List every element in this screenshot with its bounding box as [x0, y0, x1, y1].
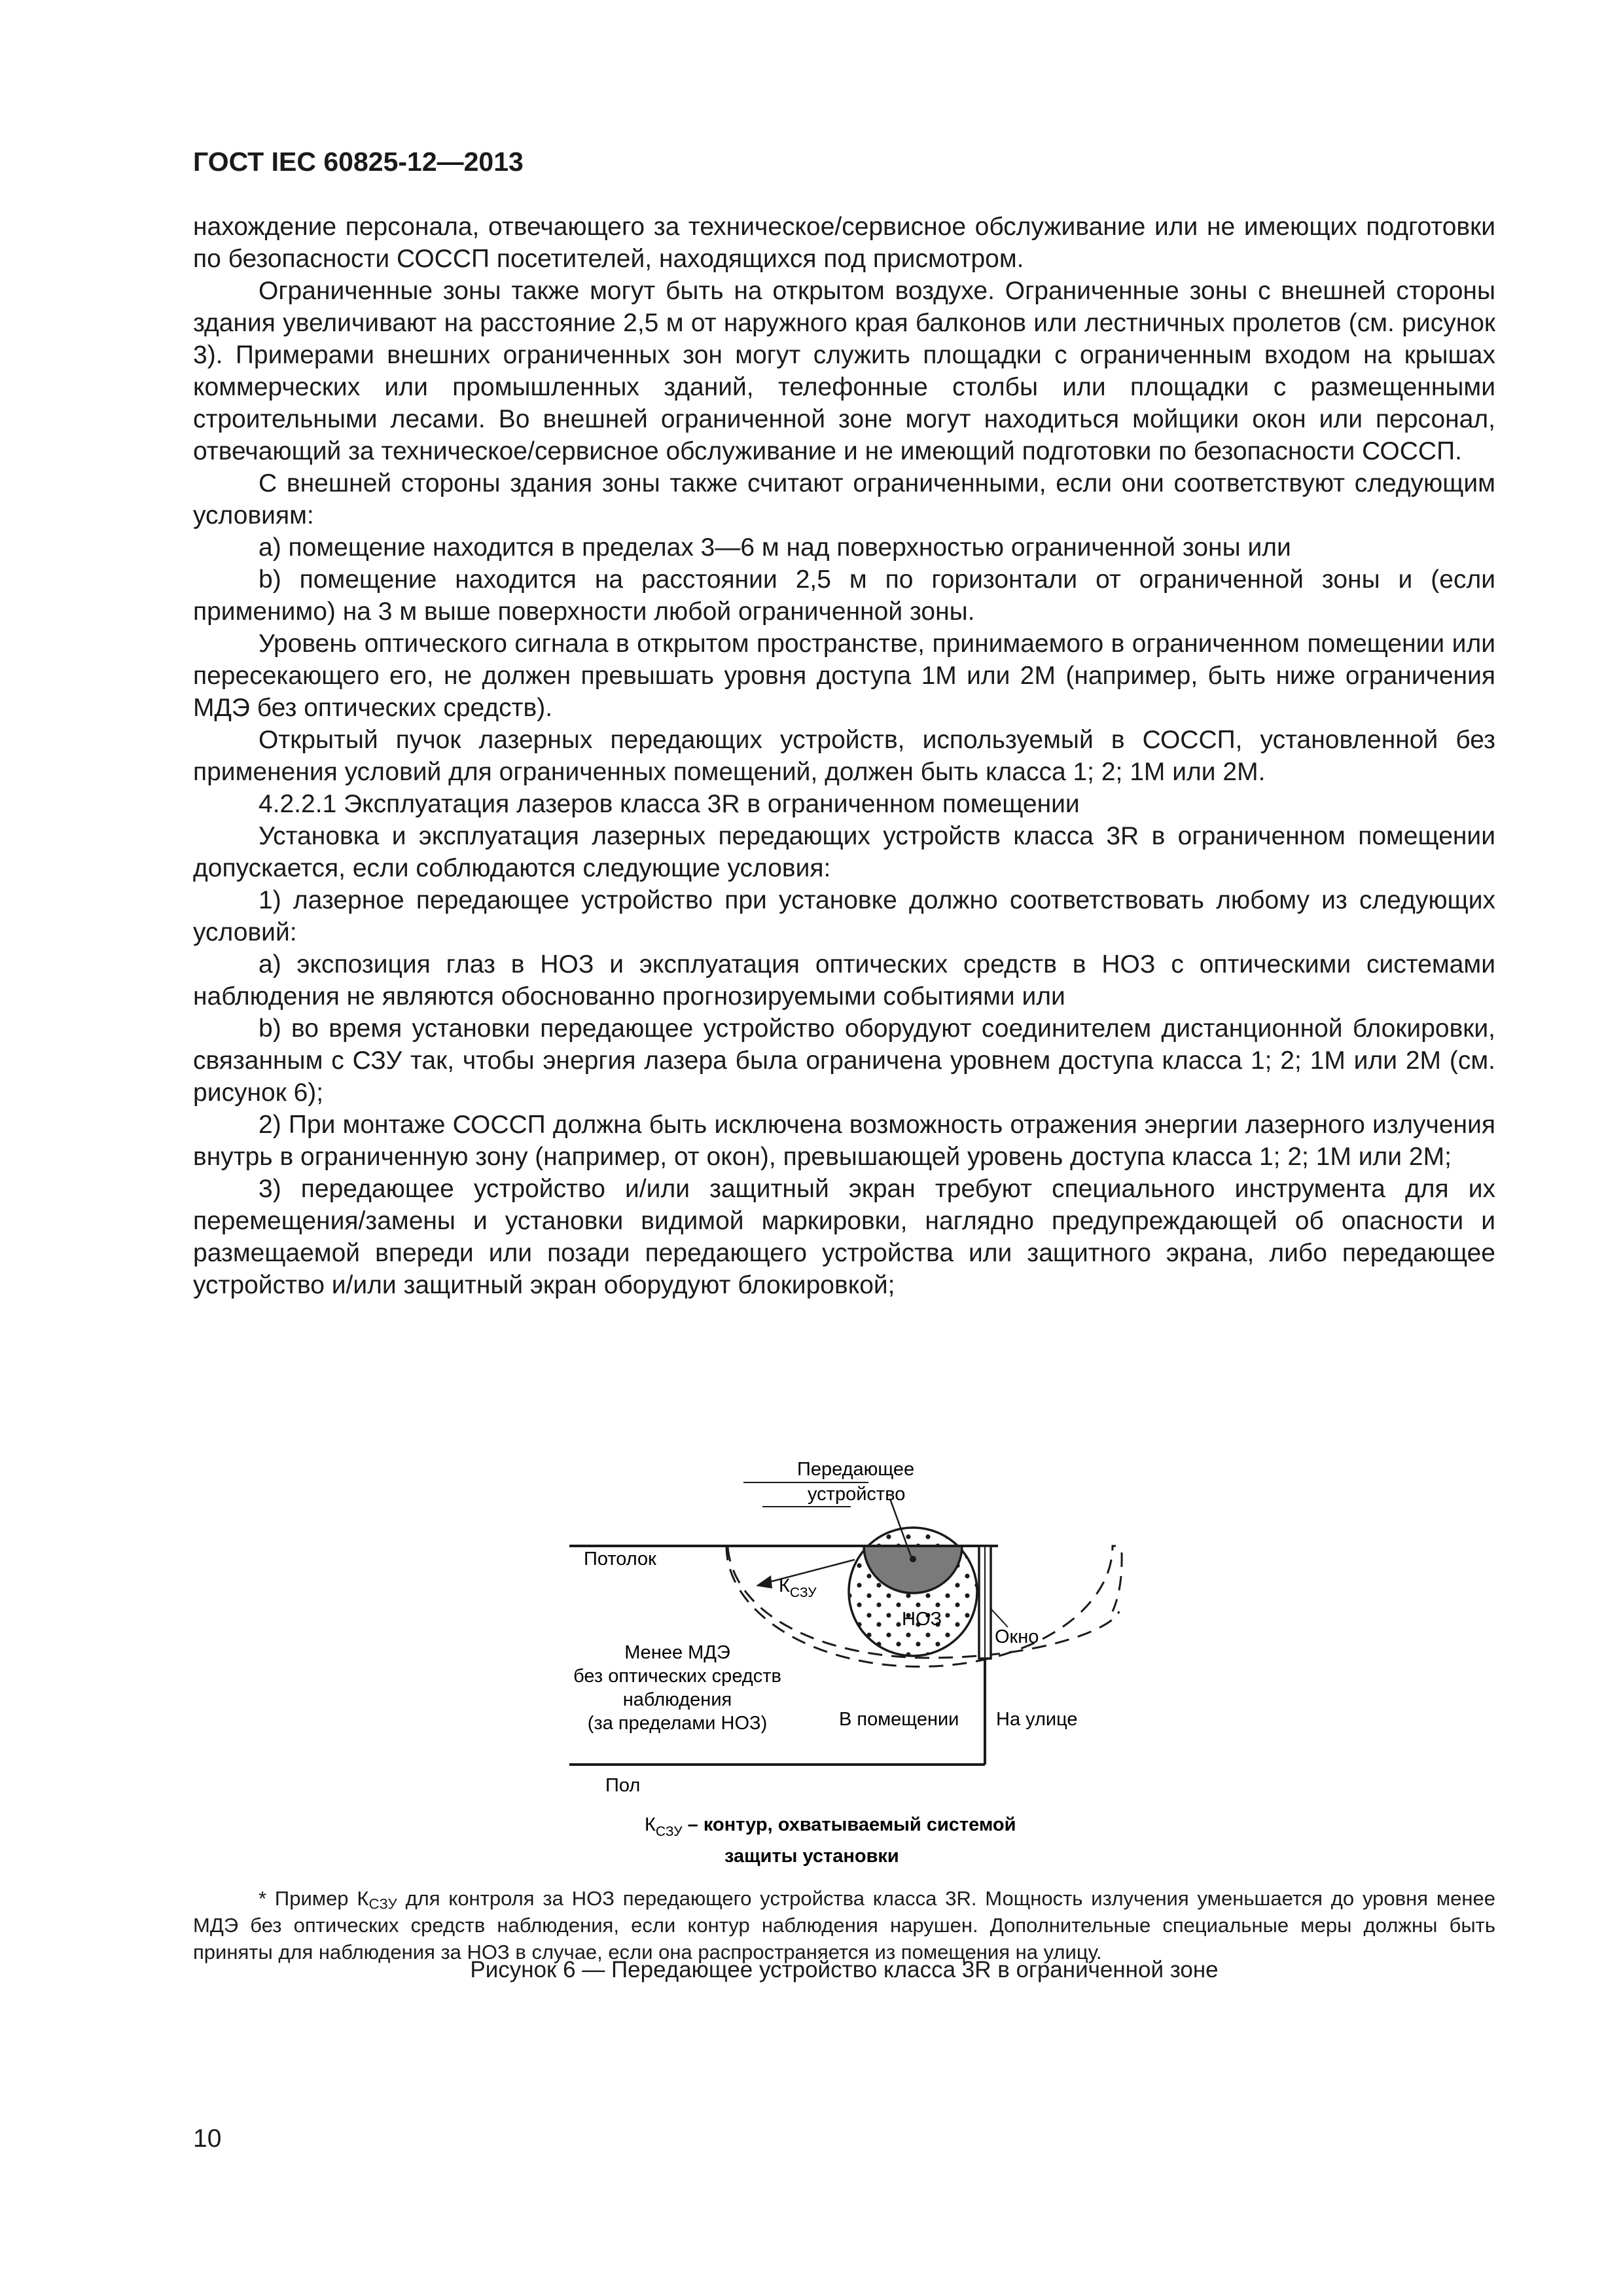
label-mde-line2: без оптических средств [573, 1666, 781, 1687]
list-item: a) помещение находится в пределах 3—6 м над поверхностью ограниченной зоны или [259, 533, 1291, 562]
label-outdoor: На улице [996, 1709, 1078, 1730]
paragraph: С внешней стороны здания зоны также считают ограниченными, если они соответствуют следующим условиям: [193, 469, 1495, 529]
body-text [193, 211, 1495, 1301]
figure-note: * Пример $К_{СЗУ}$ для контроля за НОЗ передающего устройства класса 3R. Мощность излучения уменьшается до уровня менее МДЭ без оптических средств наблюдения, если контур наблюдения нарушен. Дополнительные специальные меры должны быть приняты для наблюдения за НОЗ в случае, если она распространяется из помещения на улицу. [193, 1887, 1495, 1964]
label-indoor: В помещении [839, 1709, 959, 1730]
list-item: 2) При монтаже СОССП должна быть исключена возможность отражения энергии лазерного излучения внутрь в ограниченную зону (например, от окон), превышающей уровень доступа класса 1; 2; 1М или 2М; [193, 1111, 1495, 1171]
page-number: 10 [193, 2125, 222, 2153]
label-mde-line1: Менее МДЭ [624, 1642, 730, 1663]
label-floor: Пол [605, 1775, 641, 1796]
paragraph: Ограниченные зоны также могут быть на открытом воздухе. Ограниченные зоны с внешней стороны здания увеличивают на расстояние 2,5 м от наружного края балконов или лестничных пролетов (см. рисунок 3). Примерами внешних ограниченных зон могут служить площадки с ограниченным входом на крышах коммерческих или промышленных зданий, телефонные столбы или площадки с размещенными строительными лесами. Во внешней ограниченной зоне могут находиться мойщики окон или персонал, отвечающий за техническое/сервисное обслуживание и не имеющий подготовки по безопасности СОССП. [193, 277, 1495, 465]
label-ceiling: Потолок [584, 1549, 656, 1570]
document-header: ГОСТ IEC 60825-12—2013 [193, 147, 524, 177]
list-item: 1) лазерное передающее устройство при установке должно соответствовать любому из следующих условий: [193, 886, 1495, 946]
label-noz: НОЗ [902, 1609, 942, 1630]
list-item: a) экспозиция глаз в НОЗ и эксплуатация оптических средств в НОЗ с оптическими системами наблюдения не являются обоснованно прогнозируемыми событиями или [193, 950, 1495, 1011]
section-heading: 4.2.2.1 Эксплуатация лазеров класса 3R в ограниченном помещении [259, 790, 1080, 818]
label-mde-line3: наблюдения [622, 1689, 732, 1710]
label-transmitter-line2: устройство [808, 1484, 906, 1505]
figure-caption: Рисунок 6 — Передающее устройство класса 3R в ограниченной зоне [470, 1957, 1219, 1982]
label-mde-line4: (за пределами НОЗ) [587, 1713, 768, 1734]
figure-6-diagram [0, 1433, 1623, 1892]
paragraph: Уровень оптического сигнала в открытом пространстве, принимаемого в ограниченном помещении или пересекающего его, не должен превышать уровня доступа 1М или 2М (например, быть ниже ограничения МДЭ без оптических средств). [193, 630, 1495, 722]
window-leader [991, 1609, 1008, 1627]
paragraph: Установка и эксплуатация лазерных передающих устройств класса 3R в ограниченном помещении допускается, если соблюдаются следующие условия: [193, 822, 1495, 882]
list-item: b) помещение находится на расстоянии 2,5 м по горизонтали от ограниченной зоны и (если применимо) на 3 м выше поверхности любой ограниченной зоны. [193, 565, 1495, 626]
list-item: 3) передающее устройство и/или защитный экран требуют специального инструмента для их перемещения/замены и установки видимой маркировки, наглядно предупреждающей об опасности и размещаемой впереди или позади передающего устройства или защитного экрана, либо передающее устройство и/или защитный экран оборудуют блокировкой; [193, 1175, 1495, 1299]
transmitter-point [910, 1556, 916, 1562]
label-k-szu: $К_{СЗУ}$ [779, 1575, 817, 1600]
outer-dashed-arc [1113, 1552, 1122, 1611]
paragraph: нахождение персонала, отвечающего за техническое/сервисное обслуживание или не имеющих подготовки по безопасности СОССП посетителей, находящихся под присмотром. [193, 213, 1495, 273]
figure-legend-line1: $К_{СЗУ}$ – контур, охватываемый системой [645, 1814, 1016, 1839]
figure-legend-line2: защиты установки [724, 1846, 899, 1867]
label-window: Окно [995, 1626, 1039, 1647]
list-item: b) во время установки передающее устройство оборудуют соединителем дистанционной блокировки, связанным с СЗУ так, чтобы энергия лазера была ограничена уровнем доступа класса 1; 2; 1М или 2М (см. рисунок 6); [193, 1014, 1495, 1107]
paragraph: Открытый пучок лазерных передающих устройств, используемый в СОССП, установленной без применения условий для ограниченных помещений, должен быть класса 1; 2; 1М или 2М. [193, 726, 1495, 786]
k-szu-arrowhead [756, 1575, 772, 1588]
label-transmitter-line1: Передающее [797, 1459, 915, 1480]
